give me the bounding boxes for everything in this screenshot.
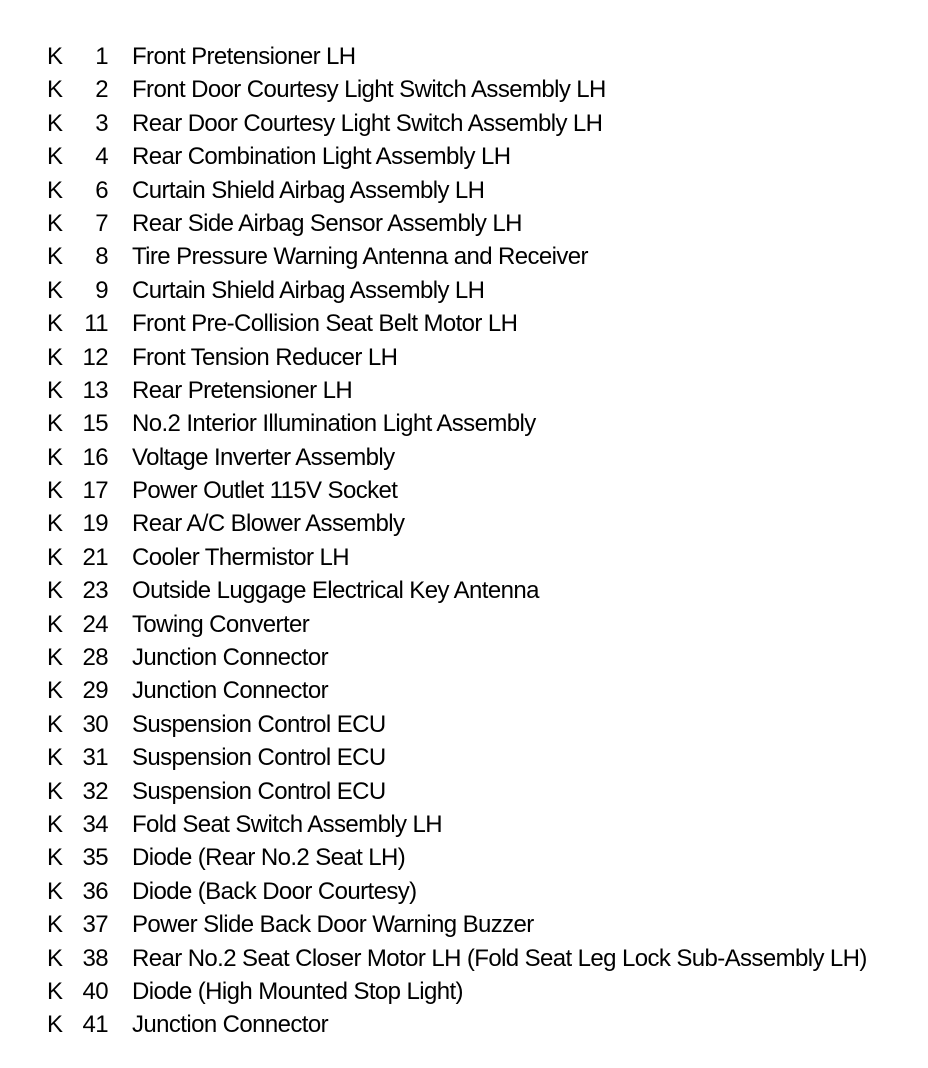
connector-row <box>0 942 928 975</box>
connector-prefix: K <box>47 844 63 872</box>
connector-prefix: K <box>47 777 63 805</box>
connector-name: Rear Door Courtesy Light Switch Assembly LH <box>132 109 603 137</box>
connector-name: Rear Side Airbag Sensor Assembly LH <box>132 209 522 237</box>
connector-number: 3 <box>95 109 108 137</box>
connector-number: 38 <box>82 944 108 972</box>
connector-prefix: K <box>47 744 63 772</box>
connector-name: Front Pretensioner LH <box>132 43 356 70</box>
connector-prefix: K <box>47 677 63 705</box>
connector-row <box>0 407 928 440</box>
connector-prefix: K <box>47 977 63 1005</box>
connector-row <box>0 608 928 641</box>
connector-number: 37 <box>82 911 108 939</box>
connector-number: 24 <box>82 610 108 638</box>
connector-prefix: K <box>47 310 63 338</box>
connector-row <box>0 574 928 607</box>
connector-number: 13 <box>82 376 108 404</box>
connector-name: Front Pre-Collision Seat Belt Motor LH <box>132 310 518 338</box>
connector-number: 12 <box>82 343 108 371</box>
connector-prefix: K <box>47 710 63 738</box>
connector-name: Fold Seat Switch Assembly LH <box>132 810 443 838</box>
connector-row <box>0 875 928 908</box>
connector-row <box>0 40 928 73</box>
connector-number: 17 <box>82 477 108 505</box>
connector-number: 6 <box>95 176 108 204</box>
connector-number: 29 <box>82 677 108 705</box>
connector-row <box>0 741 928 774</box>
connector-name: Rear A/C Blower Assembly <box>132 510 405 538</box>
connector-row <box>0 207 928 240</box>
connector-prefix: K <box>47 209 63 237</box>
connector-name: Diode (High Mounted Stop Light) <box>132 977 463 1005</box>
connector-prefix: K <box>47 911 63 939</box>
connector-row <box>0 140 928 173</box>
connector-prefix: K <box>47 176 63 204</box>
connector-prefix: K <box>47 1011 63 1039</box>
connector-number: 21 <box>82 543 108 571</box>
connector-name: Suspension Control ECU <box>132 710 386 738</box>
connector-number: 1 <box>95 43 108 70</box>
connector-number: 15 <box>82 410 108 438</box>
connector-name: Diode (Rear No.2 Seat LH) <box>132 844 406 872</box>
connector-prefix: K <box>47 143 63 171</box>
connector-prefix: K <box>47 610 63 638</box>
connector-number: 23 <box>82 577 108 605</box>
connector-name: Junction Connector <box>132 644 328 672</box>
connector-row <box>0 908 928 941</box>
connector-number: 31 <box>82 744 108 772</box>
connector-number: 9 <box>95 276 108 304</box>
connector-name: Diode (Back Door Courtesy) <box>132 877 417 905</box>
connector-row <box>0 775 928 808</box>
connector-prefix: K <box>47 410 63 438</box>
connector-name: Cooler Thermistor LH <box>132 543 349 571</box>
connector-number: 36 <box>82 877 108 905</box>
connector-name: Front Tension Reducer LH <box>132 343 398 371</box>
connector-number: 28 <box>82 644 108 672</box>
connector-prefix: K <box>47 810 63 838</box>
connector-prefix: K <box>47 510 63 538</box>
connector-name: Suspension Control ECU <box>132 744 386 772</box>
connector-prefix: K <box>47 276 63 304</box>
connector-number: 4 <box>95 143 108 171</box>
connector-prefix: K <box>47 877 63 905</box>
connector-number: 16 <box>82 443 108 471</box>
connector-name: Power Slide Back Door Warning Buzzer <box>132 911 534 939</box>
connector-number: 7 <box>95 209 108 237</box>
connector-number: 19 <box>82 510 108 538</box>
connector-row <box>0 975 928 1008</box>
connector-row <box>0 307 928 340</box>
connector-number: 30 <box>82 710 108 738</box>
connector-prefix: K <box>47 577 63 605</box>
connector-prefix: K <box>47 343 63 371</box>
connector-name: Power Outlet 115V Socket <box>132 477 398 505</box>
connector-name: Rear No.2 Seat Closer Motor LH (Fold Seat Leg Lock Sub-Assembly LH) <box>132 944 867 972</box>
connector-prefix: K <box>47 243 63 271</box>
connector-name: Curtain Shield Airbag Assembly LH <box>132 276 485 304</box>
connector-name: Front Door Courtesy Light Switch Assembly LH <box>132 76 606 104</box>
connector-row <box>0 507 928 540</box>
connector-name: Rear Combination Light Assembly LH <box>132 143 511 171</box>
connector-number: 32 <box>82 777 108 805</box>
connector-prefix: K <box>47 543 63 571</box>
connector-prefix: K <box>47 43 63 70</box>
connector-number: 35 <box>82 844 108 872</box>
connector-number: 11 <box>84 310 108 338</box>
connector-name: Outside Luggage Electrical Key Antenna <box>132 577 539 605</box>
connector-row <box>0 474 928 507</box>
connector-row <box>0 341 928 374</box>
connector-row <box>0 441 928 474</box>
connector-row <box>0 374 928 407</box>
connector-row <box>0 674 928 707</box>
connector-prefix: K <box>47 109 63 137</box>
connector-row <box>0 274 928 307</box>
connector-name: Junction Connector <box>132 677 328 705</box>
connector-name: Tire Pressure Warning Antenna and Receiver <box>132 243 588 271</box>
connector-row <box>0 73 928 106</box>
connector-prefix: K <box>47 944 63 972</box>
connector-number: 40 <box>82 977 108 1005</box>
connector-number: 8 <box>95 243 108 271</box>
connector-prefix: K <box>47 644 63 672</box>
connector-name: Suspension Control ECU <box>132 777 386 805</box>
connector-row <box>0 174 928 207</box>
connector-name: Rear Pretensioner LH <box>132 376 353 404</box>
connector-prefix: K <box>47 376 63 404</box>
connector-prefix: K <box>47 76 63 104</box>
connector-row <box>0 107 928 140</box>
connector-name: Junction Connector <box>132 1011 328 1039</box>
connector-prefix: K <box>47 477 63 505</box>
connector-name: Curtain Shield Airbag Assembly LH <box>132 176 485 204</box>
connector-number: 2 <box>95 76 108 104</box>
connector-row <box>0 240 928 273</box>
connector-prefix: K <box>47 443 63 471</box>
connector-name: No.2 Interior Illumination Light Assembly <box>132 410 536 438</box>
connector-name: Towing Converter <box>132 610 310 638</box>
connector-list <box>0 40 928 1042</box>
connector-number: 34 <box>82 810 108 838</box>
connector-row <box>0 541 928 574</box>
connector-row <box>0 808 928 841</box>
connector-number: 41 <box>82 1011 108 1039</box>
connector-name: Voltage Inverter Assembly <box>132 443 395 471</box>
connector-row <box>0 841 928 874</box>
connector-row <box>0 1008 928 1041</box>
connector-row <box>0 708 928 741</box>
connector-row <box>0 641 928 674</box>
